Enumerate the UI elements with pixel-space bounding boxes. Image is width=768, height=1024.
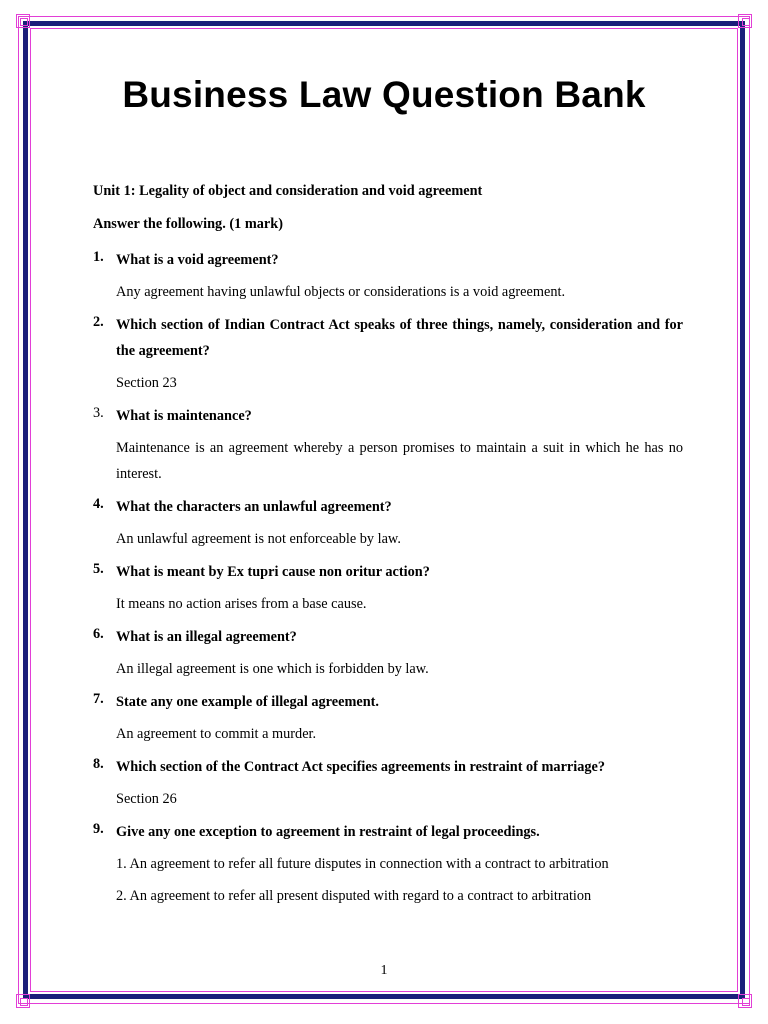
question-text: What is a void agreement? — [116, 252, 279, 268]
question-item — [93, 689, 683, 747]
question-item — [93, 312, 683, 396]
answer-text: An agreement to commit a murder. — [116, 726, 317, 742]
question-number: 8. — [93, 756, 104, 772]
page-number: 1 — [380, 963, 388, 978]
question-item — [93, 403, 683, 487]
answer-text: An illegal agreement is one which is forbidden by law. — [116, 661, 429, 677]
question-item — [93, 819, 683, 909]
unit-heading: Unit 1: Legality of object and consideration and void agreement — [93, 183, 483, 199]
question-number: 7. — [93, 691, 104, 707]
answer-text: An unlawful agreement is not enforceable by law. — [116, 531, 401, 547]
question-text: What is maintenance? — [116, 408, 252, 424]
border-corner-ornament — [16, 14, 30, 28]
question-number: 5. — [93, 561, 104, 577]
answer-text: 2. An agreement to refer all present disputed with regard to a contract to arbitration — [116, 888, 592, 904]
question-text: Give any one exception to agreement in restraint of legal proceedings. — [116, 824, 540, 840]
question-number: 9. — [93, 821, 104, 837]
question-text: State any one example of illegal agreement. — [116, 694, 379, 710]
answer-text: Section 23 — [116, 375, 177, 391]
document-title: Business Law Question Bank — [122, 74, 646, 115]
question-number: 6. — [93, 626, 104, 642]
question-number: 3. — [93, 405, 104, 421]
question-item — [93, 247, 683, 305]
question-item — [93, 494, 683, 552]
instruction: Answer the following. (1 mark) — [93, 216, 283, 232]
answer-text: Maintenance is an agreement whereby a person promises to maintain a suit in which he has no interest. — [116, 440, 683, 482]
question-item — [93, 624, 683, 682]
question-text: Which section of Indian Contract Act speaks of three things, namely, consideration and for the agreement? — [116, 317, 683, 359]
question-number: 1. — [93, 249, 104, 265]
border-corner-ornament — [738, 994, 752, 1008]
question-item — [93, 559, 683, 617]
question-text: What is an illegal agreement? — [116, 629, 297, 645]
answer-text: It means no action arises from a base cause. — [116, 596, 367, 612]
document-body — [93, 181, 683, 909]
border-corner-ornament — [738, 14, 752, 28]
answer-text: Any agreement having unlawful objects or considerations is a void agreement. — [116, 284, 566, 300]
question-text: Which section of the Contract Act specifies agreements in restraint of marriage? — [116, 759, 606, 775]
border-corner-ornament — [16, 994, 30, 1008]
question-number: 2. — [93, 314, 104, 330]
answer-text: 1. An agreement to refer all future disputes in connection with a contract to arbitration — [116, 856, 609, 872]
answer-text: Section 26 — [116, 791, 177, 807]
question-item — [93, 754, 683, 812]
question-text: What the characters an unlawful agreement? — [116, 499, 392, 515]
question-number: 4. — [93, 496, 104, 512]
question-text: What is meant by Ex tupri cause non oritur action? — [116, 564, 430, 580]
